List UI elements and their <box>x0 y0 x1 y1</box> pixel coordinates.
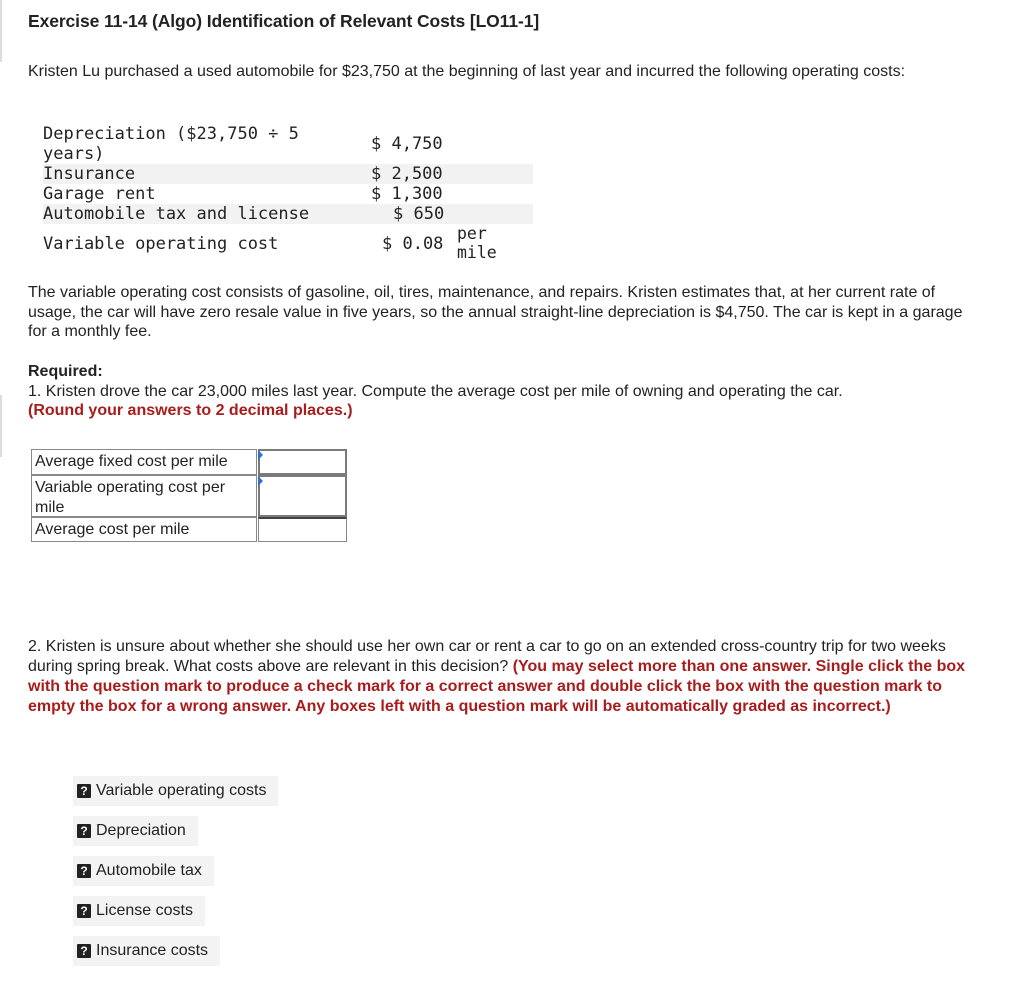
cost-label-depreciation-line2: years) <box>43 144 105 164</box>
cost-amount-insurance: $ 2,500 <box>371 164 443 184</box>
input-avg-fixed-cost[interactable] <box>258 449 347 475</box>
question-2-instructions: (You may select more than one answer. Single click the box with the question mark to produce a check mark for a correct answer and double click the box with the question mark to empty the box for a wrong answer. Any boxes left with a question mark will be automatically graded as incorrect.) <box>28 658 966 715</box>
intro-text: Kristen Lu purchased a used automobile for $23,750 at the beginning of last year and incurred the following operating costs: <box>28 63 906 80</box>
cost-amount-variable: $ 0.08 <box>382 234 444 254</box>
question-1-text: 1. Kristen drove the car 23,000 miles last year. Compute the average cost per mile of owning and operating the car. <box>28 382 843 400</box>
answer-label-avg-fixed-cost: Average fixed cost per mile <box>31 449 257 475</box>
choice-automobile-tax[interactable] <box>73 856 214 886</box>
exercise-title: Exercise 11-14 (Algo) Identification of Relevant Costs [LO11-1] <box>28 11 540 31</box>
cost-label-tax-license: Automobile tax and license <box>43 204 310 224</box>
cost-unit-variable <box>457 224 497 262</box>
cost-unit-variable-line2: mile <box>457 243 497 262</box>
required-section <box>28 362 983 421</box>
required-heading: Required: <box>28 363 103 380</box>
cost-row-tax-license <box>43 204 533 224</box>
cost-label-depreciation-line1: Depreciation ($23,750 ÷ 5 <box>43 124 299 144</box>
question-2 <box>28 637 983 717</box>
cost-label-depreciation <box>43 124 299 164</box>
answer-label-avg-cost: Average cost per mile <box>31 517 257 542</box>
question-mark-icon[interactable]: ? <box>77 784 91 798</box>
question-mark-icon[interactable]: ? <box>77 824 91 838</box>
answer-label-variable-cost: Variable operating cost per mile <box>31 475 257 517</box>
choice-label: Variable operating costs <box>96 782 267 799</box>
choice-label: Depreciation <box>96 822 186 839</box>
question-2-text: 2. Kristen is unsure about whether she should use her own car or rent a car to go on an extended cross-country trip for two weeks during spring break. What costs above are relevant in this decision? <box>28 638 946 675</box>
choice-label: License costs <box>96 902 193 919</box>
cost-row-insurance <box>43 164 533 184</box>
question-mark-icon[interactable]: ? <box>77 864 91 878</box>
cost-description: The variable operating cost consists of gasoline, oil, tires, maintenance, and repairs. Kristen estimates that, at her current rate of usage, the car will have zero resale value in five years, so the annual straight-line depreciation is $4,750. The car is kept in a garage for a monthly fee. <box>28 284 963 340</box>
left-rule-top <box>0 0 2 62</box>
choice-label: Insurance costs <box>96 942 209 959</box>
cost-row-garage-rent <box>43 184 533 204</box>
question-mark-icon[interactable]: ? <box>77 944 91 958</box>
question-1-rounding-note: (Round your answers to 2 decimal places.) <box>28 402 353 419</box>
cost-label-garage-rent: Garage rent <box>43 184 156 204</box>
input-avg-cost[interactable] <box>258 517 347 542</box>
left-rule-bottom <box>0 395 2 457</box>
input-flag-avg-fixed-cost <box>258 450 263 460</box>
choice-label: Automobile tax <box>96 862 202 879</box>
cost-amount-tax-license: $ 650 <box>393 204 445 224</box>
cost-label-insurance: Insurance <box>43 164 136 184</box>
choice-depreciation[interactable] <box>73 816 198 846</box>
cost-unit-variable-line1: per <box>457 224 487 243</box>
cost-row-depreciation <box>43 124 533 164</box>
input-variable-cost[interactable] <box>258 475 347 517</box>
cost-amount-garage-rent: $ 1,300 <box>371 184 443 204</box>
input-flag-variable-cost <box>258 476 263 486</box>
choice-variable-operating-costs[interactable] <box>73 776 278 806</box>
question-mark-icon[interactable]: ? <box>77 904 91 918</box>
answer-table <box>31 449 347 542</box>
cost-row-variable <box>43 224 533 264</box>
choice-insurance-costs[interactable] <box>73 936 220 966</box>
cost-label-variable: Variable operating cost <box>43 234 279 254</box>
choice-license-costs[interactable] <box>73 896 205 926</box>
cost-amount-depreciation: $ 4,750 <box>371 134 443 154</box>
